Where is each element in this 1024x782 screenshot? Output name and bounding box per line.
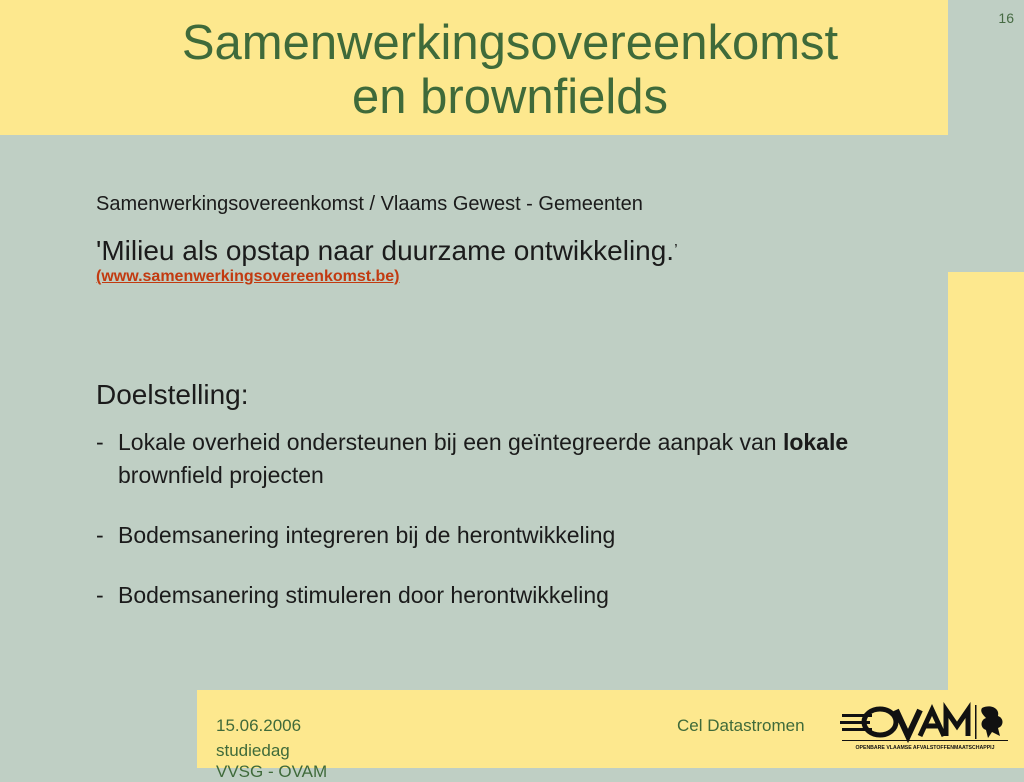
title-line-1: Samenwerkingsovereenkomst <box>181 16 839 70</box>
logo-caption: OPENBARE VLAAMSE AFVALSTOFFENMAATSCHAPPIJ <box>855 745 995 751</box>
footer-organizers: VVSG - OVAM <box>216 762 328 781</box>
bullet-dash: - <box>96 429 104 455</box>
bullet-text-before: Lokale overheid ondersteunen bij een geïntegreerde aanpak van <box>118 429 783 455</box>
doelstelling-heading: Doelstelling: <box>96 379 249 410</box>
title-line-2: en brownfields <box>352 70 668 124</box>
goal-list <box>96 426 916 612</box>
bullet-text: Bodemsanering stimuleren door herontwikkeling <box>118 582 609 608</box>
footer-department: Cel Datastromen <box>677 716 805 735</box>
bullet-bold: lokale <box>782 429 849 455</box>
ovam-logo <box>840 702 1010 762</box>
footer-event: studiedag <box>216 741 290 760</box>
website-link[interactable]: (www.samenwerkingsovereenkomst.be) <box>96 268 400 285</box>
slide-title <box>90 16 930 124</box>
bullet-text-after: brownfield projecten <box>118 462 324 488</box>
slide-number: 16 <box>998 10 1014 26</box>
quote <box>96 234 916 268</box>
list-item <box>96 519 916 552</box>
quote-text: 'Milieu als opstap naar duurzame ontwikkeling. <box>96 235 675 266</box>
list-item <box>96 426 916 492</box>
subtitle: Samenwerkingsovereenkomst / Vlaams Gewest - Gemeenten <box>96 193 643 215</box>
bullet-text: Bodemsanering integreren bij de herontwikkeling <box>118 522 616 548</box>
bullet-dash: - <box>96 522 104 548</box>
slide-content <box>96 190 916 639</box>
bullet-dash: - <box>96 582 104 608</box>
quote-end-mark: ’ <box>674 242 678 259</box>
footer-date: 15.06.2006 <box>216 716 302 735</box>
list-item <box>96 579 916 612</box>
